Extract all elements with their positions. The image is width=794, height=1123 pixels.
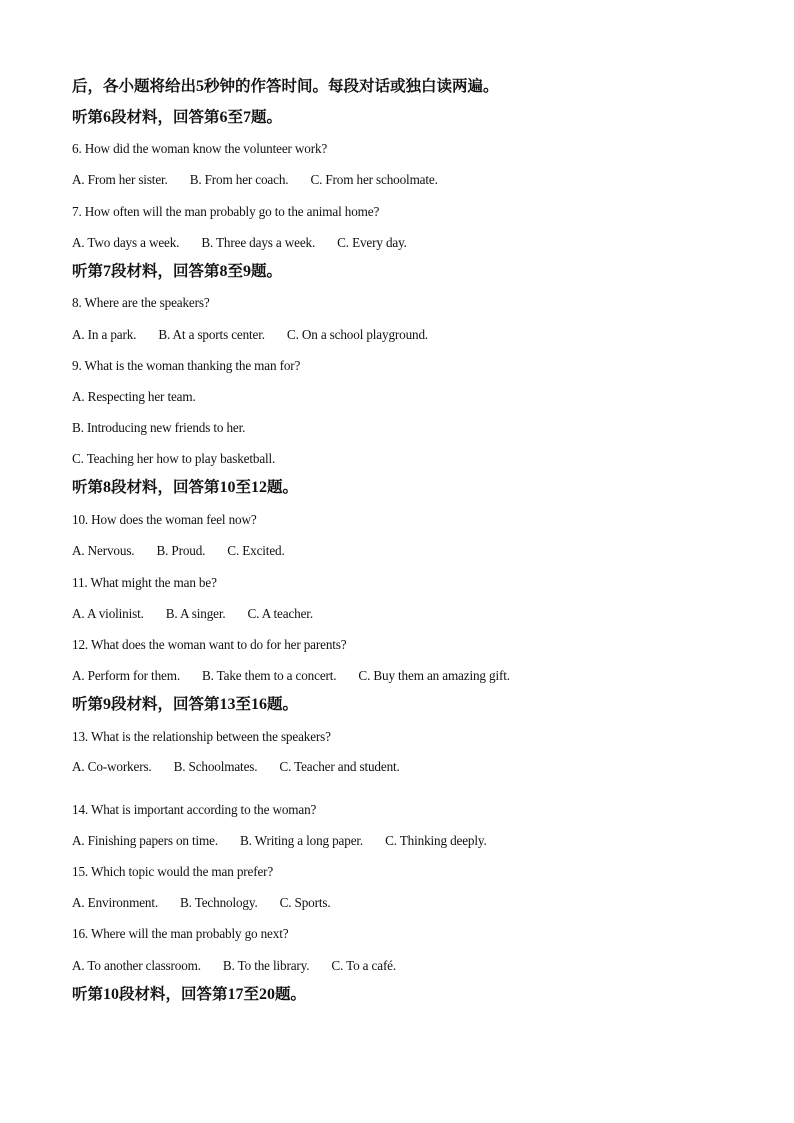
options-12 [72,667,510,685]
option-12b: B. Take them to a concert. [201,668,337,683]
option-13c: C. Teacher and student. [279,759,400,774]
options-15 [72,894,331,912]
question-14: 14. What is important according to the woman? [72,802,317,817]
question-12: 12. What does the woman want to do for her parents? [72,637,347,652]
section-heading-10: 听第10段材料，回答第17至20题。 [72,986,307,1003]
section-heading-6: 听第6段材料，回答第6至7题。 [72,109,283,126]
option-6b: B. From her coach. [189,172,289,187]
option-10b: B. Proud. [156,543,206,558]
question-7: 7. How often will the man probably go to the animal home? [72,204,380,219]
question-16: 16. Where will the man probably go next? [72,926,289,941]
option-6a: A. From her sister. [72,172,168,187]
options-7 [72,234,407,252]
section-heading-7: 听第7段材料，回答第8至9题。 [72,263,283,280]
options-14 [72,832,487,850]
option-13b: B. Schoolmates. [173,759,258,774]
option-13a: A. Co-workers. [72,759,152,774]
option-8b: B. At a sports center. [158,327,265,342]
section-heading-8: 听第8段材料，回答第10至12题。 [72,479,299,496]
question-13: 13. What is the relationship between the speakers? [72,729,331,744]
option-9c: C. Teaching her how to play basketball. [72,451,276,466]
question-6: 6. How did the woman know the volunteer work? [72,141,328,156]
option-6c: C. From her schoolmate. [310,172,438,187]
option-12a: A. Perform for them. [72,668,180,683]
question-11: 11. What might the man be? [72,575,217,590]
option-15c: C. Sports. [279,895,331,910]
options-11 [72,605,313,623]
option-15b: B. Technology. [180,895,258,910]
option-9b: B. Introducing new friends to her. [72,420,246,435]
instruction-line: 后，各小题将给出5秒钟的作答时间。每段对话或独白读两遍。 [72,78,499,95]
option-10c: C. Excited. [227,543,285,558]
option-7b: B. Three days a week. [201,235,316,250]
option-14a: A. Finishing papers on time. [72,833,218,848]
option-15a: A. Environment. [72,895,159,910]
option-16a: A. To another classroom. [72,958,201,973]
option-14c: C. Thinking deeply. [385,833,487,848]
option-16b: B. To the library. [222,958,310,973]
options-13 [72,758,400,776]
options-10 [72,542,285,560]
option-11c: C. A teacher. [247,606,313,621]
option-10a: A. Nervous. [72,543,135,558]
option-11a: A. A violinist. [72,606,144,621]
section-heading-9: 听第9段材料，回答第13至16题。 [72,696,299,713]
options-8 [72,326,428,344]
question-15: 15. Which topic would the man prefer? [72,864,274,879]
option-8c: C. On a school playground. [286,327,429,342]
options-6 [72,171,438,189]
option-8a: A. In a park. [72,327,137,342]
question-9: 9. What is the woman thanking the man for? [72,358,301,373]
option-7a: A. Two days a week. [72,235,180,250]
options-16 [72,957,396,975]
option-12c: C. Buy them an amazing gift. [358,668,510,683]
option-14b: B. Writing a long paper. [239,833,364,848]
question-10: 10. How does the woman feel now? [72,512,257,527]
option-9a: A. Respecting her team. [72,389,196,404]
question-8: 8. Where are the speakers? [72,295,210,310]
option-16c: C. To a café. [331,958,397,973]
option-11b: B. A singer. [165,606,226,621]
option-7c: C. Every day. [337,235,407,250]
